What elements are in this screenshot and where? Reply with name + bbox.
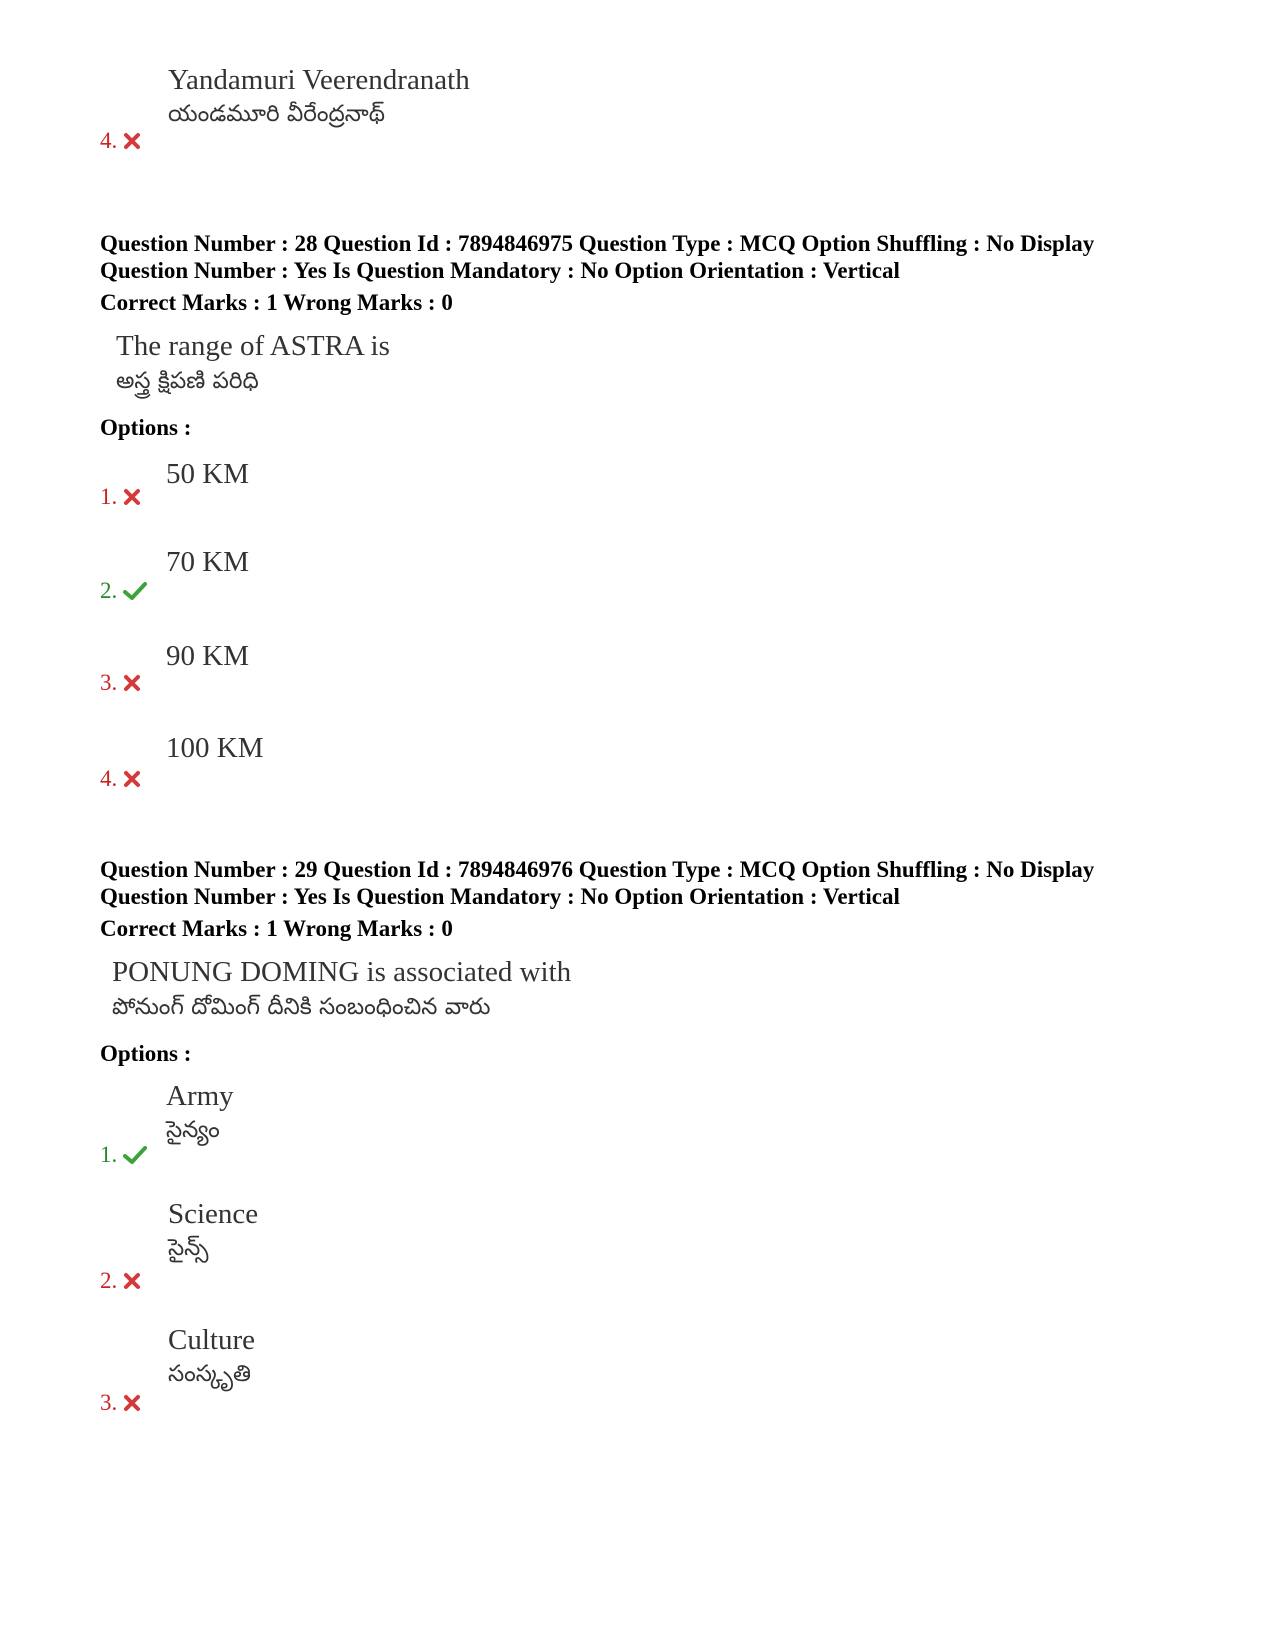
q28-option-1-label: 1. bbox=[100, 484, 141, 510]
q29-option-2-label: 2. bbox=[100, 1268, 141, 1294]
option-text-en: Culture bbox=[168, 1324, 255, 1356]
q29-option-3-label: 3. bbox=[100, 1390, 141, 1416]
q28-option-3-label: 3. bbox=[100, 670, 141, 696]
q28-option-2-label: 2. bbox=[100, 578, 147, 604]
prev-option-4-body bbox=[168, 62, 470, 130]
q29-marks: Correct Marks : 1 Wrong Marks : 0 bbox=[100, 916, 453, 941]
cross-icon bbox=[123, 488, 141, 506]
q28-meta-line2: Question Number : Yes Is Question Mandatory : No Option Orientation : Vertical bbox=[100, 258, 900, 283]
q28-option-2-body bbox=[166, 544, 249, 580]
q29-meta-line2: Question Number : Yes Is Question Mandatory : No Option Orientation : Vertical bbox=[100, 884, 900, 909]
cross-icon bbox=[123, 132, 141, 150]
cross-icon bbox=[123, 1272, 141, 1290]
q29-option-2-body bbox=[168, 1196, 258, 1264]
q28-options-label: Options : bbox=[100, 415, 192, 440]
question-text-te: అస్త్ర క్షిపణి పరిధి bbox=[116, 368, 259, 394]
cross-icon bbox=[123, 770, 141, 788]
q28-marks: Correct Marks : 1 Wrong Marks : 0 bbox=[100, 290, 453, 315]
cross-icon bbox=[123, 1394, 141, 1412]
q29-question bbox=[112, 954, 571, 1024]
option-text-en: 100 KM bbox=[166, 732, 264, 764]
question-text-en: PONUNG DOMING is associated with bbox=[112, 956, 572, 988]
q29-option-1-label: 1. bbox=[100, 1142, 147, 1168]
option-text-te: సైన్స్ bbox=[168, 1235, 209, 1261]
option-text-en: 50 KM bbox=[166, 458, 249, 490]
option-text-en: Army bbox=[166, 1080, 234, 1112]
q28-meta-line1: Question Number : 28 Question Id : 7894846975 Question Type : MCQ Option Shuffling : No Display bbox=[100, 231, 1095, 256]
q29-meta-line1: Question Number : 29 Question Id : 7894846976 Question Type : MCQ Option Shuffling : No Display bbox=[100, 857, 1095, 882]
q28-option-1-body bbox=[166, 456, 249, 492]
option-text-te: యండమూరి వీరేంద్రనాథ్ bbox=[168, 101, 385, 127]
question-text-en: The range of ASTRA is bbox=[116, 330, 390, 362]
option-text-en: Yandamuri Veerendranath bbox=[168, 64, 470, 96]
check-icon bbox=[123, 1146, 147, 1164]
q28-option-4-body bbox=[166, 730, 263, 766]
option-text-te: సంస్కృతి bbox=[168, 1361, 251, 1387]
option-text-en: Science bbox=[168, 1198, 259, 1230]
option-text-en: 90 KM bbox=[166, 640, 249, 672]
q29-option-3-body bbox=[168, 1322, 255, 1390]
prev-option-4-label: 4. bbox=[100, 128, 141, 154]
option-text-te: సైన్యం bbox=[166, 1117, 220, 1143]
cross-icon bbox=[123, 674, 141, 692]
q28-option-4-label: 4. bbox=[100, 766, 141, 792]
question-text-te: పోనుంగ్ దోమింగ్ దీనికి సంబంధించిన వారు bbox=[112, 994, 491, 1020]
q29-options-label: Options : bbox=[100, 1041, 192, 1066]
q28-option-3-body bbox=[166, 638, 249, 674]
option-text-en: 70 KM bbox=[166, 546, 249, 578]
check-icon bbox=[123, 582, 147, 600]
q29-option-1-body bbox=[166, 1078, 234, 1146]
q28-question bbox=[116, 328, 390, 398]
